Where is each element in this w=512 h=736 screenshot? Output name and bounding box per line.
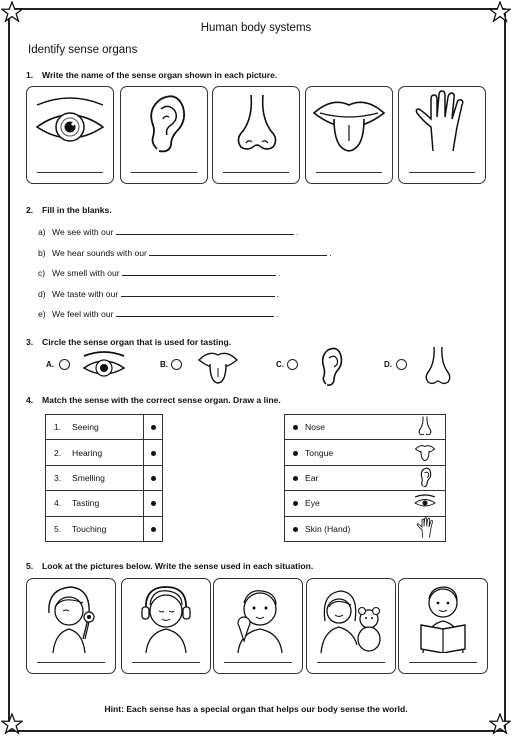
- blank-line[interactable]: [122, 267, 276, 276]
- item-text: We taste with our: [52, 289, 119, 299]
- girl-smelling-flower-icon: [27, 579, 115, 653]
- boy-reading-book-icon: [399, 579, 487, 653]
- question-text: Fill in the blanks.: [42, 205, 112, 215]
- ear-icon: [416, 466, 434, 488]
- question-1: [26, 70, 277, 80]
- organs-table: [284, 414, 446, 542]
- star-icon: [1, 713, 23, 735]
- question-text: Look at the pictures below. Write the sense used in each situation.: [42, 561, 314, 571]
- picture-card-seeing: [398, 578, 488, 674]
- tongue-icon: [196, 346, 240, 386]
- star-icon: [489, 1, 511, 23]
- picture-card-tasting: [213, 578, 303, 674]
- eye-icon: [80, 348, 128, 384]
- picture-card-nose: [212, 86, 300, 184]
- picture-card-hand: [398, 86, 486, 184]
- answer-line[interactable]: [37, 172, 103, 173]
- fill-blank-a: [38, 226, 298, 237]
- sense-row: [46, 415, 163, 440]
- blank-line[interactable]: [121, 288, 275, 297]
- answer-line[interactable]: [131, 172, 197, 173]
- blank-line[interactable]: [116, 308, 274, 317]
- blank-line[interactable]: [149, 247, 327, 256]
- question-number: 4.: [26, 395, 34, 405]
- item-text: We smell with our: [52, 268, 120, 278]
- match-dot[interactable]: [293, 451, 298, 456]
- picture-card-ear: [120, 86, 208, 184]
- question-number: 1.: [26, 70, 34, 80]
- sense-row: [46, 465, 163, 490]
- item-letter: b): [38, 248, 46, 258]
- match-dot[interactable]: [151, 476, 156, 481]
- match-dot[interactable]: [293, 501, 298, 506]
- option-a-radio[interactable]: [59, 359, 70, 370]
- sense-row: [46, 491, 163, 516]
- boy-eating-ice-cream-icon: [214, 579, 302, 653]
- picture-card-tongue: [305, 86, 393, 184]
- item-end: .: [276, 289, 280, 299]
- option-b-label: B.: [160, 360, 168, 369]
- sense-number: 4.: [54, 498, 62, 509]
- match-dot[interactable]: [293, 476, 298, 481]
- sense-row: [46, 440, 163, 465]
- option-c-label: C.: [276, 360, 284, 369]
- boy-with-headphones-icon: [122, 579, 210, 653]
- item-end: .: [278, 268, 281, 278]
- eye-icon: [412, 493, 438, 511]
- item-end: .: [295, 227, 299, 237]
- match-dot[interactable]: [151, 527, 156, 532]
- fill-blank-c: [38, 267, 280, 278]
- option-c-radio[interactable]: [287, 359, 298, 370]
- organ-row: [285, 415, 446, 440]
- blank-line[interactable]: [116, 226, 294, 235]
- question-text: Circle the sense organ that is used for tasting.: [42, 337, 232, 347]
- question-5: [26, 561, 313, 571]
- sense-label: Smelling: [72, 472, 105, 483]
- organ-row: [285, 440, 446, 465]
- answer-line[interactable]: [409, 172, 475, 173]
- question-text: Match the sense with the correct sense organ. Draw a line.: [42, 395, 281, 405]
- picture-card-eye: [26, 86, 114, 184]
- sense-number: 2.: [54, 447, 62, 458]
- item-text: We hear sounds with our: [52, 248, 147, 258]
- option-b-radio[interactable]: [171, 359, 182, 370]
- organ-row: [285, 516, 446, 541]
- match-dot[interactable]: [151, 425, 156, 430]
- answer-line[interactable]: [224, 662, 292, 663]
- match-dot[interactable]: [151, 451, 156, 456]
- organ-row: [285, 465, 446, 490]
- question-text: Write the name of the sense organ shown in each picture.: [42, 70, 278, 80]
- answer-line[interactable]: [409, 662, 477, 663]
- question-number: 5.: [26, 561, 34, 571]
- match-dot[interactable]: [293, 527, 298, 532]
- picture-card-smelling: [26, 578, 116, 674]
- girl-touching-teddy-bear-icon: [307, 579, 395, 653]
- nose-icon: [414, 415, 436, 437]
- question-4: [26, 395, 281, 405]
- item-end: .: [275, 309, 279, 319]
- sense-number: 1.: [54, 422, 62, 433]
- answer-line[interactable]: [223, 172, 289, 173]
- hand-icon: [415, 517, 435, 539]
- senses-table: [45, 414, 163, 542]
- star-icon: [1, 1, 23, 23]
- sense-label: Tasting: [72, 498, 100, 509]
- sense-number: 3.: [54, 472, 62, 483]
- item-letter: c): [38, 268, 46, 278]
- nose-icon: [420, 344, 456, 388]
- answer-line[interactable]: [37, 662, 105, 663]
- sense-number: 5.: [54, 523, 62, 534]
- item-end: .: [329, 248, 332, 258]
- question-number: 3.: [26, 337, 34, 347]
- option-d-label: D.: [384, 360, 392, 369]
- organ-label: Eye: [305, 491, 405, 516]
- ear-icon: [121, 87, 207, 157]
- tongue-icon: [306, 87, 392, 157]
- sense-row: [46, 516, 163, 541]
- nose-icon: [213, 87, 299, 157]
- organ-label: Ear: [305, 465, 405, 490]
- organ-row: [285, 491, 446, 516]
- answer-line[interactable]: [316, 172, 382, 173]
- option-d-radio[interactable]: [396, 359, 407, 370]
- tongue-icon: [413, 442, 437, 462]
- sense-label: Touching: [72, 523, 107, 534]
- question-number: 2.: [26, 205, 34, 215]
- ear-icon: [314, 344, 346, 388]
- answer-line[interactable]: [132, 662, 200, 663]
- question-2: [26, 205, 112, 215]
- eye-icon: [27, 87, 113, 157]
- item-text: We see with our: [52, 227, 114, 237]
- hand-icon: [399, 87, 485, 157]
- picture-card-touching: [306, 578, 396, 674]
- fill-blank-e: [38, 308, 278, 319]
- item-text: We feel with our: [52, 309, 114, 319]
- page-title: Human body systems: [200, 22, 312, 34]
- item-letter: d): [38, 289, 46, 299]
- fill-blank-d: [38, 288, 279, 299]
- star-icon: [489, 713, 511, 735]
- item-letter: a): [38, 227, 46, 237]
- sense-label: Hearing: [72, 447, 103, 458]
- picture-card-hearing: [121, 578, 211, 674]
- organ-label: Nose: [305, 415, 405, 440]
- match-dot[interactable]: [293, 425, 298, 430]
- fill-blank-b: [38, 247, 332, 258]
- answer-line[interactable]: [317, 662, 385, 663]
- item-letter: e): [38, 309, 46, 319]
- sense-label: Seeing: [72, 422, 99, 433]
- organ-label: Tongue: [305, 440, 405, 465]
- page-subtitle: Identify sense organs: [28, 44, 138, 56]
- hint-text: Hint: Each sense has a special organ that helps our body sense the world.: [104, 704, 408, 714]
- match-dot[interactable]: [151, 501, 156, 506]
- organ-label: Skin (Hand): [305, 516, 405, 541]
- option-a-label: A.: [46, 360, 54, 369]
